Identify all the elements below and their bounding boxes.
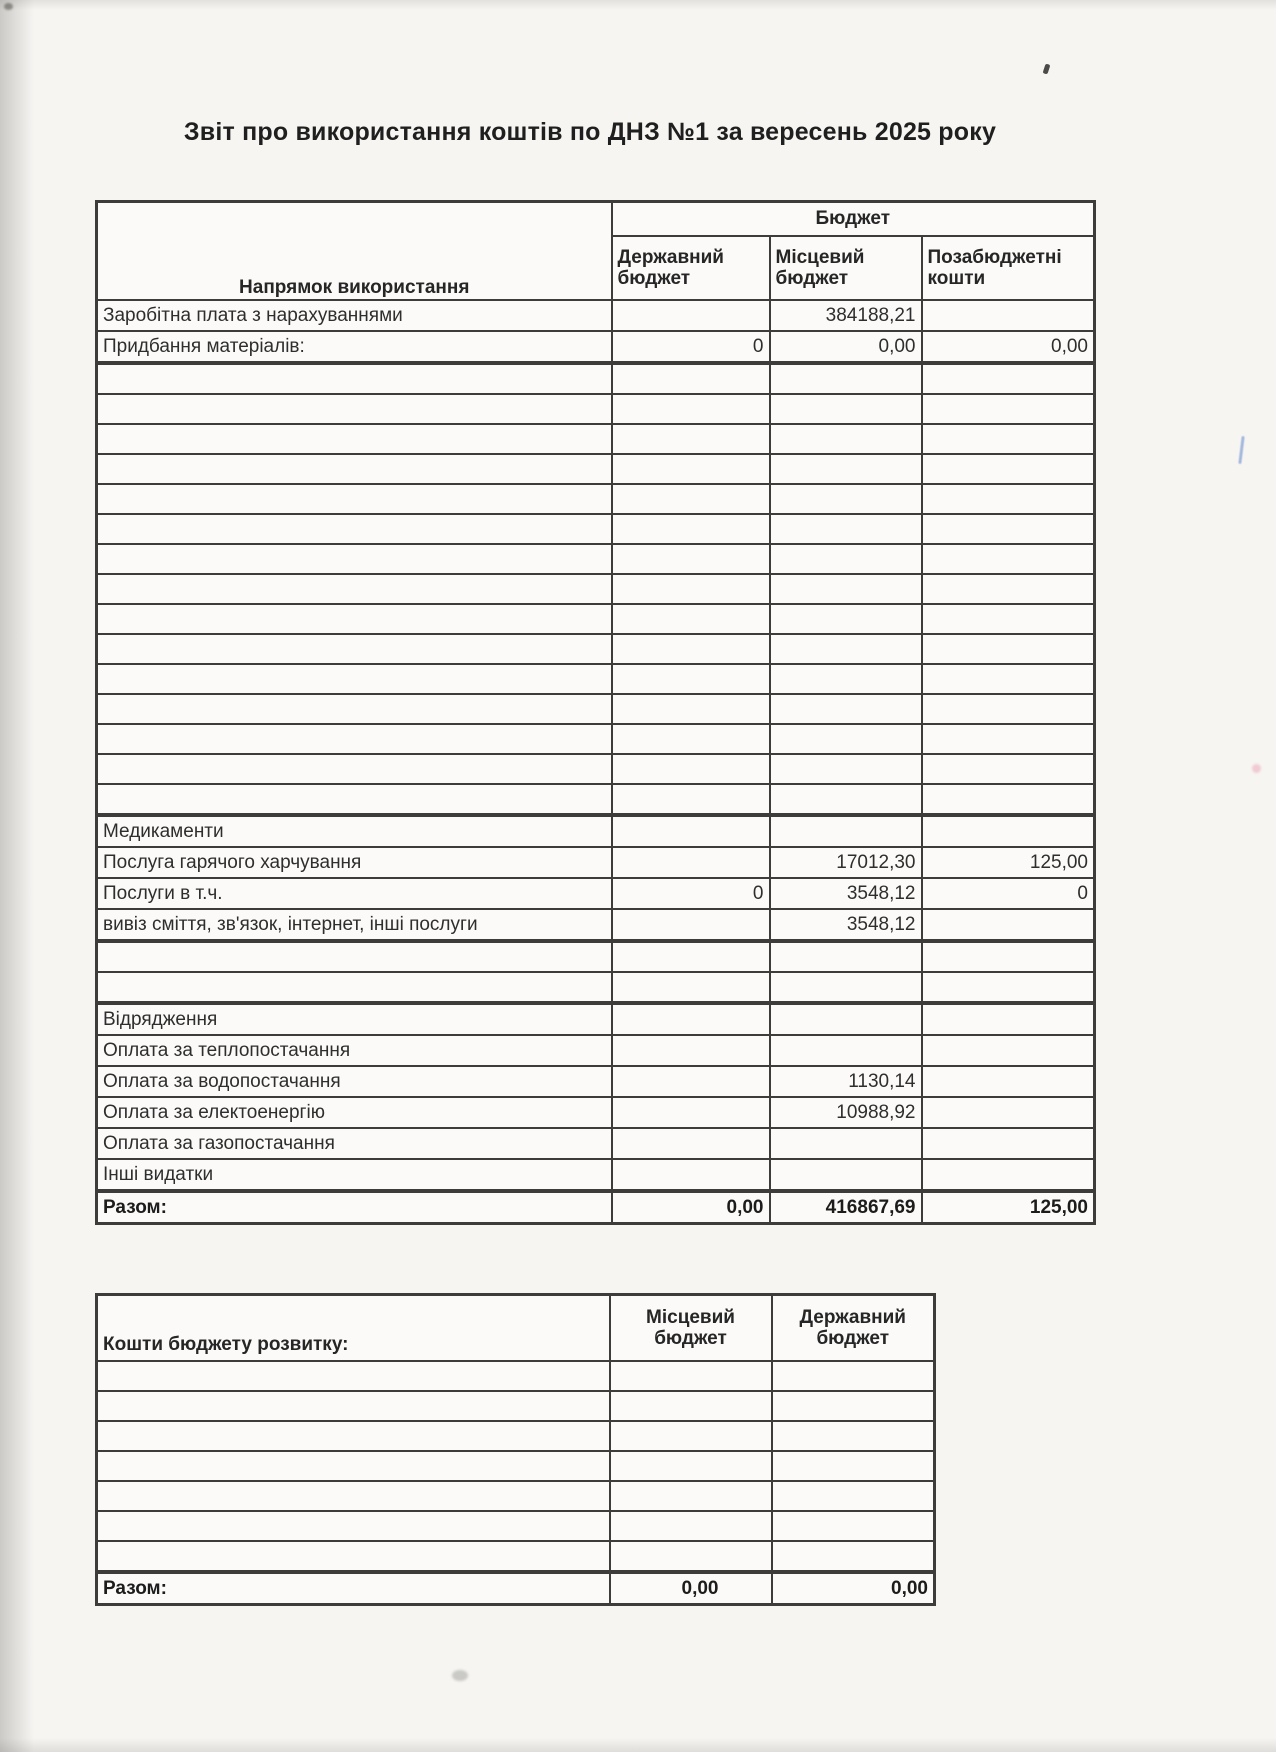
local-value-cell [770, 784, 922, 815]
local-value-cell [770, 1128, 922, 1159]
extra-value-cell [922, 1035, 1095, 1066]
state-value-cell [612, 1097, 770, 1128]
extra-value-cell [922, 972, 1095, 1003]
local-value-cell [770, 394, 922, 424]
state-value-cell [612, 363, 770, 394]
local-value-cell [610, 1451, 772, 1481]
table-row [97, 664, 1095, 694]
expense-table-header [97, 202, 1095, 301]
row-label-cell: Оплата за водопостачання [97, 1066, 612, 1097]
row-label-cell: Оплата за теплопостачання [97, 1035, 612, 1066]
local-value-cell: 17012,30 [770, 847, 922, 878]
row-label-cell [97, 1541, 610, 1572]
row-label-cell: Заробітна плата з нарахуваннями [97, 300, 612, 331]
row-label-cell: вивіз сміття, зв'язок, інтернет, інші послуги [97, 909, 612, 941]
scan-left-shadow [0, 0, 34, 1752]
table-row [97, 784, 1095, 815]
state-value-cell [612, 694, 770, 724]
row-label-cell [97, 484, 612, 514]
extra-value-cell [922, 454, 1095, 484]
state-value-cell [612, 634, 770, 664]
table-row [97, 972, 1095, 1003]
extra-value-cell [922, 300, 1095, 331]
state-value-cell: 0,00 [772, 1572, 935, 1605]
local-value-cell: 10988,92 [770, 1097, 922, 1128]
local-value-cell: 1130,14 [770, 1066, 922, 1097]
state-value-cell: 0,00 [612, 1191, 770, 1224]
row-label-cell [97, 604, 612, 634]
scan-gray-smudge [452, 1670, 468, 1681]
extra-value-cell [922, 514, 1095, 544]
state-value-cell [612, 1159, 770, 1191]
column-header-budget: Бюджет [612, 202, 1095, 237]
extra-value-cell [922, 909, 1095, 941]
table-row [97, 424, 1095, 454]
extra-value-cell [922, 754, 1095, 784]
development-budget-table [95, 1293, 936, 1606]
column-header-local-budget-2: Місцевий бюджет [610, 1295, 772, 1362]
local-value-cell [770, 754, 922, 784]
row-label-cell [97, 424, 612, 454]
row-label-cell: Придбання матеріалів: [97, 331, 612, 363]
state-value-cell [612, 300, 770, 331]
table-row [97, 1066, 1095, 1097]
local-value-cell [770, 815, 922, 847]
local-value-cell [610, 1391, 772, 1421]
state-value-cell [612, 514, 770, 544]
row-label-cell [97, 574, 612, 604]
row-label-cell [97, 394, 612, 424]
state-value-cell [612, 1066, 770, 1097]
table-row [97, 941, 1095, 972]
scan-top-shadow [0, 0, 1276, 10]
row-label-cell [97, 1451, 610, 1481]
extra-value-cell: 125,00 [922, 1191, 1095, 1224]
extra-value-cell [922, 634, 1095, 664]
extra-value-cell [922, 815, 1095, 847]
scan-pink-smudge [1252, 764, 1261, 773]
table-row [97, 1159, 1095, 1191]
state-value-cell [612, 724, 770, 754]
local-value-cell [770, 544, 922, 574]
row-label-cell: Разом: [97, 1572, 610, 1605]
local-value-cell [610, 1511, 772, 1541]
extra-value-cell [922, 484, 1095, 514]
local-value-cell: 416867,69 [770, 1191, 922, 1224]
table-row [97, 1035, 1095, 1066]
state-value-cell: 0 [612, 878, 770, 909]
table-row [97, 1391, 935, 1421]
row-label-cell [97, 544, 612, 574]
row-label-cell: Медикаменти [97, 815, 612, 847]
page-title: Звіт про використання коштів по ДНЗ №1 за вересень 2025 року [183, 117, 997, 146]
local-value-cell [770, 1035, 922, 1066]
column-header-development-caption: Кошти бюджету розвитку: [97, 1295, 610, 1362]
table-row [97, 1361, 935, 1391]
row-label-cell [97, 454, 612, 484]
extra-value-cell [922, 424, 1095, 454]
table-row [97, 1128, 1095, 1159]
table-row [97, 574, 1095, 604]
row-label-cell: Оплата за газопостачання [97, 1128, 612, 1159]
row-label-cell [97, 514, 612, 544]
extra-value-cell: 0 [922, 878, 1095, 909]
row-label-cell: Послуги в т.ч. [97, 878, 612, 909]
local-value-cell [770, 574, 922, 604]
column-header-local-budget: Місцевий бюджет [770, 236, 922, 300]
table-row [97, 544, 1095, 574]
table-row [97, 1097, 1095, 1128]
local-value-cell: 3548,12 [770, 878, 922, 909]
extra-value-cell [922, 1128, 1095, 1159]
state-value-cell [612, 664, 770, 694]
table-row [97, 363, 1095, 394]
expense-table-body [97, 300, 1095, 1224]
scan-bottom-shadow [0, 1738, 1276, 1752]
table-row [97, 1481, 935, 1511]
column-header-extra-budget: Позабюджетні кошти [922, 236, 1095, 300]
state-value-cell [772, 1421, 935, 1451]
extra-value-cell [922, 1159, 1095, 1191]
row-label-cell [97, 1361, 610, 1391]
state-value-cell [612, 604, 770, 634]
table-row [97, 1191, 1095, 1224]
table-row [97, 1511, 935, 1541]
extra-value-cell [922, 394, 1095, 424]
extra-value-cell [922, 1066, 1095, 1097]
state-value-cell [612, 909, 770, 941]
state-value-cell [772, 1451, 935, 1481]
scan-speck [4, 3, 13, 10]
row-label-cell [97, 1391, 610, 1421]
local-value-cell: 0,00 [770, 331, 922, 363]
row-label-cell [97, 724, 612, 754]
local-value-cell [770, 972, 922, 1003]
table-row [97, 847, 1095, 878]
table-row [97, 454, 1095, 484]
state-value-cell [612, 754, 770, 784]
state-value-cell [612, 847, 770, 878]
table-row [97, 331, 1095, 363]
extra-value-cell [922, 1003, 1095, 1035]
table-row [97, 724, 1095, 754]
extra-value-cell [922, 544, 1095, 574]
local-value-cell [770, 941, 922, 972]
local-value-cell [610, 1361, 772, 1391]
row-label-cell: Відрядження [97, 1003, 612, 1035]
extra-value-cell: 0,00 [922, 331, 1095, 363]
table-row [97, 394, 1095, 424]
table-row [97, 604, 1095, 634]
state-value-cell [612, 815, 770, 847]
table-row [97, 300, 1095, 331]
state-value-cell [612, 424, 770, 454]
state-value-cell [612, 394, 770, 424]
row-label-cell [97, 972, 612, 1003]
state-value-cell [772, 1541, 935, 1572]
local-value-cell [770, 604, 922, 634]
development-table-body [97, 1361, 935, 1605]
state-value-cell [612, 941, 770, 972]
local-value-cell [770, 694, 922, 724]
state-value-cell [612, 544, 770, 574]
state-value-cell [772, 1481, 935, 1511]
table-row [97, 754, 1095, 784]
local-value-cell [770, 514, 922, 544]
row-label-cell [97, 754, 612, 784]
row-label-cell [97, 1421, 610, 1451]
extra-value-cell [922, 574, 1095, 604]
table-row [97, 1003, 1095, 1035]
development-table-header [97, 1295, 935, 1362]
expense-table [95, 200, 1096, 1225]
row-label-cell: Послуга гарячого харчування [97, 847, 612, 878]
local-value-cell [770, 664, 922, 694]
extra-value-cell: 125,00 [922, 847, 1095, 878]
table-row [97, 514, 1095, 544]
state-value-cell [772, 1361, 935, 1391]
table-row [97, 1421, 935, 1451]
local-value-cell [770, 454, 922, 484]
local-value-cell [770, 424, 922, 454]
local-value-cell [610, 1421, 772, 1451]
table-row [97, 1541, 935, 1572]
local-value-cell [770, 1159, 922, 1191]
table-row [97, 694, 1095, 724]
scan-blue-mark [1238, 436, 1244, 464]
row-label-cell [97, 694, 612, 724]
state-value-cell [612, 1035, 770, 1066]
extra-value-cell [922, 724, 1095, 754]
state-value-cell [612, 484, 770, 514]
column-header-state-budget: Державний бюджет [612, 236, 770, 300]
row-label-cell [97, 1511, 610, 1541]
table-row [97, 909, 1095, 941]
state-value-cell [612, 574, 770, 604]
state-value-cell [612, 972, 770, 1003]
extra-value-cell [922, 784, 1095, 815]
state-value-cell [772, 1391, 935, 1421]
table-row [97, 1572, 935, 1605]
table-row [97, 634, 1095, 664]
row-label-cell [97, 363, 612, 394]
local-value-cell: 384188,21 [770, 300, 922, 331]
row-label-cell [97, 941, 612, 972]
table-row [97, 1451, 935, 1481]
extra-value-cell [922, 363, 1095, 394]
local-value-cell [770, 724, 922, 754]
state-value-cell: 0 [612, 331, 770, 363]
extra-value-cell [922, 1097, 1095, 1128]
state-value-cell [772, 1511, 935, 1541]
extra-value-cell [922, 664, 1095, 694]
state-value-cell [612, 1003, 770, 1035]
local-value-cell [770, 634, 922, 664]
local-value-cell [610, 1481, 772, 1511]
state-value-cell [612, 454, 770, 484]
row-label-cell [97, 1481, 610, 1511]
local-value-cell: 0,00 [610, 1572, 772, 1605]
local-value-cell [770, 363, 922, 394]
row-label-cell [97, 634, 612, 664]
state-value-cell [612, 1128, 770, 1159]
column-header-state-budget-2: Державний бюджет [772, 1295, 935, 1362]
extra-value-cell [922, 941, 1095, 972]
table-row [97, 815, 1095, 847]
column-header-direction: Напрямок використання [97, 202, 612, 301]
scan-speck [1043, 63, 1051, 74]
row-label-cell [97, 784, 612, 815]
row-label-cell: Інші видатки [97, 1159, 612, 1191]
extra-value-cell [922, 694, 1095, 724]
state-value-cell [612, 784, 770, 815]
row-label-cell: Оплата за електоенергію [97, 1097, 612, 1128]
row-label-cell: Разом: [97, 1191, 612, 1224]
table-row [97, 484, 1095, 514]
local-value-cell [770, 1003, 922, 1035]
extra-value-cell [922, 604, 1095, 634]
local-value-cell [610, 1541, 772, 1572]
table-row [97, 878, 1095, 909]
row-label-cell [97, 664, 612, 694]
local-value-cell: 3548,12 [770, 909, 922, 941]
local-value-cell [770, 484, 922, 514]
